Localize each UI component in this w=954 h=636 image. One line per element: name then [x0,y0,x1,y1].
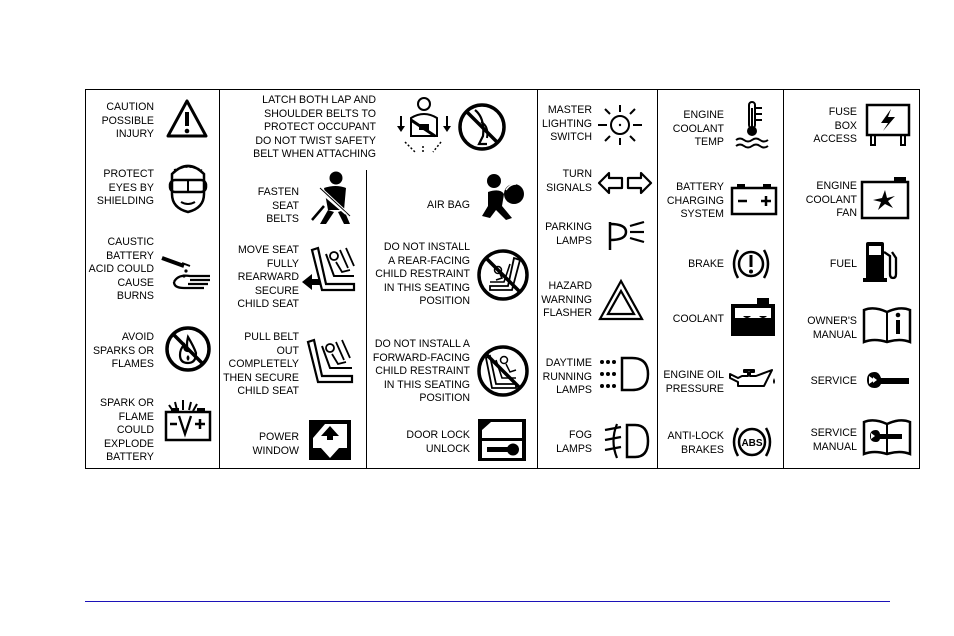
battery-icon [729,182,779,216]
sparks-label: AVOID SPARKS OR FLAMES [92,331,154,371]
doorlock-label: DOOR LOCK UNLOCK [406,429,470,455]
acid-label: CAUSTIC BATTERY ACID COULD CAUSE BURNS [88,236,154,303]
manual-label: OWNER'S MANUAL [807,315,857,341]
fuel-pump-icon [862,240,898,284]
oil-label: ENGINE OIL PRESSURE [663,369,724,395]
hazard-label: HAZARD WARNING FLASHER [541,280,592,320]
latch-label: LATCH BOTH LAP AND SHOULDER BELTS TO PROTECT OCCUPANT DO NOT TWIST SAFETY BELT WHEN ATTACHING [253,94,376,161]
fuse-label: FUSE BOX ACCESS [813,106,857,146]
column-divider [657,90,658,468]
seatbelt-icon [306,170,358,226]
parking-lamps-icon [606,220,646,252]
column-divider [783,90,784,468]
door-lock-icon [477,418,527,462]
wrench-icon [865,370,911,392]
pullbelt-label: PULL BELT OUT COMPLETELY THEN SECURE CHILD SEAT [223,331,299,398]
servicemanual-label: SERVICE MANUAL [810,427,857,453]
caution-label: CAUTION POSSIBLE INJURY [101,101,154,141]
daytime-lamps-icon [598,356,652,392]
goggles-face-icon [166,160,210,216]
light-switch-icon [596,103,644,147]
turn-signals-icon [597,170,653,196]
no-forward-facing-icon [476,344,530,398]
fog-label: FOG LAMPS [556,429,592,455]
child-seat-arrow-icon [300,244,366,294]
airbag-icon [478,172,524,222]
no-flame-icon [164,325,212,373]
child-seat-icon [306,336,362,386]
explode-label: SPARK OR FLAME COULD EXPLODE BATTERY [100,397,154,464]
airbag-label: AIR BAG [427,199,470,211]
moveseat-label: MOVE SEAT FULLY REARWARD SECURE CHILD SEAT [237,244,299,311]
brake-icon [730,244,772,284]
fasten-label: FASTEN SEAT BELTS [257,186,299,226]
rearfacing-label: DO NOT INSTALL A REAR-FACING CHILD RESTRAINT IN THIS SEATING POSITION [375,241,470,308]
battery-spark-icon [163,400,213,442]
column-divider [537,90,538,468]
coolant-level-icon [729,296,777,338]
abs-icon [730,422,774,462]
brake-label: BRAKE [688,258,724,270]
coolant-temp-icon [735,100,769,148]
forwardfacing-label: DO NOT INSTALL A FORWARD-FACING CHILD RESTRAINT IN THIS SEATING POSITION [372,338,470,405]
fuel-label: FUEL [829,258,857,270]
abs-label: ANTI-LOCK BRAKES [667,430,724,456]
svg-text:ABS: ABS [741,438,763,449]
coolant-label: COOLANT [672,313,724,325]
eyes-label: PROTECT EYES BY SHIELDING [96,168,154,208]
master-label: MASTER LIGHTING SWITCH [541,104,592,144]
battery-label: BATTERY CHARGING SYSTEM [666,181,724,221]
service-label: SERVICE [810,375,857,387]
no-rear-facing-icon [476,248,530,302]
power-window-icon [307,418,353,462]
turn-label: TURN SIGNALS [546,168,592,194]
cooling-fan-icon [860,176,910,220]
oil-can-icon [728,366,778,392]
bottom-rule [85,601,890,602]
fan-label: ENGINE COOLANT FAN [805,180,857,220]
parking-label: PARKING LAMPS [545,221,592,247]
belt-latch-icon [395,96,507,156]
fog-lamps-icon [601,422,651,460]
fuse-box-icon [865,103,911,147]
daytime-label: DAYTIME RUNNING LAMPS [542,357,592,397]
service-manual-icon [862,416,912,456]
coolanttemp-label: ENGINE COOLANT TEMP [672,109,724,149]
acid-hand-icon [160,252,214,290]
window-label: POWER WINDOW [252,431,299,457]
column-divider [366,170,367,468]
warning-triangle-icon [166,98,208,140]
column-divider [219,90,220,468]
hazard-triangle-icon [598,279,644,321]
owners-manual-icon [862,304,912,344]
